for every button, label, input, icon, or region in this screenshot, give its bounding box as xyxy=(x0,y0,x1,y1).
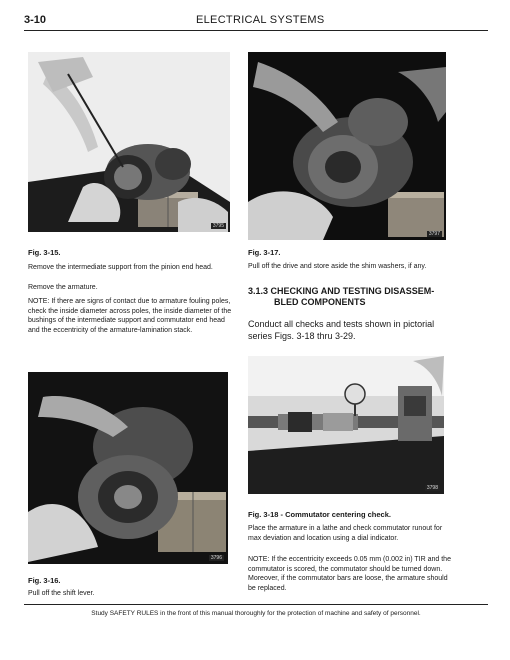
footer-rule xyxy=(24,604,488,605)
section-title-line1: CHECKING AND TESTING DISASSEM- xyxy=(270,286,435,296)
photo-id: 3796 xyxy=(210,555,222,561)
fig-3-15-text1: Remove the intermediate support from the pinion end head. xyxy=(28,264,213,271)
fig-3-17-text: Pull off the drive and store aside the shim washers, if any. xyxy=(248,263,427,270)
fig-3-18-photo xyxy=(248,356,444,494)
page-number: 3-10 xyxy=(24,14,47,26)
fig-3-15-label: Fig. 3-15. xyxy=(28,248,61,257)
fig-3-18-caption xyxy=(248,510,453,520)
footer-text: Study SAFETY RULES in the front of this manual thoroughly for the protection of machine and safety of personnel. xyxy=(91,610,421,617)
fig-3-15-text2: Remove the armature. xyxy=(28,284,98,291)
fig-3-18-note: NOTE: If the eccentricity exceeds 0.05 mm (0.002 in) TIR and the commutator is scored, the commutator should be turned down. Moreover, if the commutator bars are loose, the armature should be replaced. xyxy=(248,556,451,592)
fig-3-15-photo xyxy=(28,52,230,232)
fig-3-16-label: Fig. 3-16. xyxy=(28,576,61,585)
photo-id: 3795 xyxy=(212,223,224,229)
fig-3-16-text: Pull off the shift lever. xyxy=(28,590,95,597)
section-heading xyxy=(248,286,458,297)
section-number: 3.1.3 xyxy=(248,286,269,296)
page-title: ELECTRICAL SYSTEMS xyxy=(196,14,325,26)
fig-3-17-photo xyxy=(248,52,446,240)
fig-3-15-caption xyxy=(28,248,233,258)
section-text: Conduct all checks and tests shown in pictorial series Figs. 3-18 thru 3-29. xyxy=(248,319,435,341)
fig-3-15-note: NOTE: If there are signs of contact due to armature fouling poles, check the inside diameter across poles, the inside diameter of the bushings of the intermediate support and commutator end head and the eccentricity of the armature-lamination stack. xyxy=(28,298,232,334)
fig-3-16-photo xyxy=(28,372,228,564)
photo-id: 3798 xyxy=(426,485,438,491)
fig-3-18-caption-text: Commutator centering check. xyxy=(285,510,391,519)
photo-id: 3797 xyxy=(428,231,440,237)
section-title-line2: BLED COMPONENTS xyxy=(274,297,366,307)
fig-3-18-text: Place the armature in a lathe and check commutator runout for max deviation and location using a dial indicator. xyxy=(248,525,443,542)
fig-3-17-label: Fig. 3-17. xyxy=(248,248,281,257)
fig-3-18-label: Fig. 3-18 - xyxy=(248,510,284,519)
header-rule xyxy=(24,30,488,31)
